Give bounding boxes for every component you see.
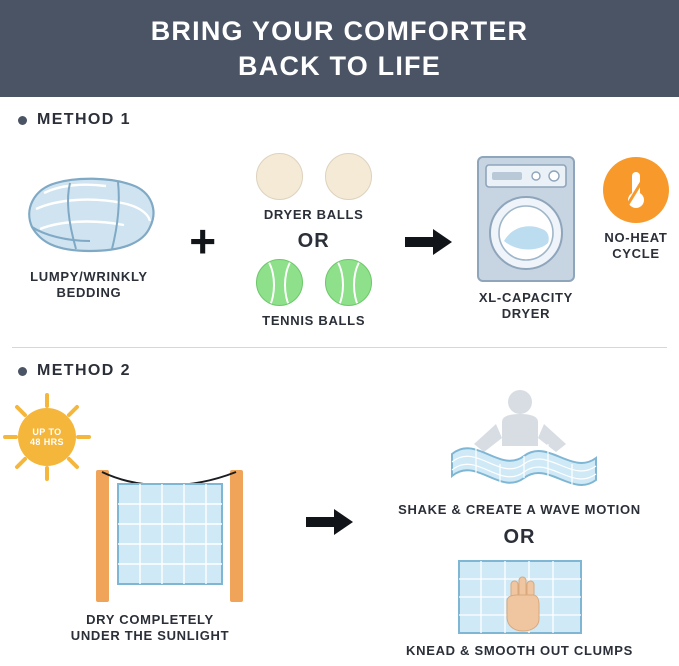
tennis-balls-caption: TENNIS BALLS [262,313,366,329]
no-heat-caption-line1: NO-HEAT [604,230,668,245]
plus-symbol-cell [178,135,228,267]
page-header [0,0,679,97]
page-title-line1: BRING YOUR COMFORTER [150,16,529,46]
method-2-label-row [0,348,679,380]
dryer-item [459,135,593,323]
method-2-label: METHOD 2 [37,362,131,379]
lumpy-bedding-caption-line1: LUMPY/WRINKLY [30,269,148,284]
method-2-section [0,348,679,660]
dry-sunlight-caption-line2: UNDER THE SUNLIGHT [70,628,230,644]
right-arrow-icon [306,508,354,536]
lumpy-bedding-caption [0,269,178,302]
tennis-balls-row [228,259,400,306]
dryer-balls-caption: DRYER BALLS [263,207,364,222]
lumpy-bedding-caption-line2: BEDDING [56,285,122,301]
dry-sunlight-caption [20,612,280,645]
knead-comforter-icon [455,557,585,637]
method-2-row [0,380,679,660]
dryer-balls-row [228,153,400,200]
dryer-caption-line2: DRYER [501,306,551,322]
tennis-ball-icon [256,259,303,306]
no-heat-badge [603,157,669,223]
method-1-arrow-cell [400,135,459,256]
sun-badge-line1: UP TO [32,426,62,437]
method-1-row [0,129,679,347]
shake-knead-group [360,384,679,660]
no-heat-item [593,135,679,263]
page-title-line2: BACK TO LIFE [238,50,441,81]
page-title [10,14,669,83]
method-1-section [0,97,679,347]
clothesline-icon [70,438,290,618]
dry-sunlight-caption-line1: DRY COMPLETELY [86,612,214,627]
dryer-icon [470,153,582,285]
shake-wave-icon [430,388,610,500]
tennis-ball-icon [325,259,372,306]
bullet-dot-icon [18,367,27,376]
shake-caption: SHAKE & CREATE A WAVE MOTION [398,502,641,517]
knead-caption: KNEAD & SMOOTH OUT CLUMPS [406,643,633,659]
method-2-arrow-cell [300,384,360,536]
dryer-ball-icon [256,153,303,200]
lumpy-bedding-item [0,135,178,302]
thermometer-icon [619,167,653,213]
method-1-label-row [0,97,679,129]
method-1-label: METHOD 1 [37,111,131,128]
method-2-or-label: OR [503,526,536,549]
comforter-icon [14,169,164,264]
sun-duration-badge [18,408,76,466]
dryer-caption-line1: XL-CAPACITY [478,290,574,305]
dryer-caption [459,290,593,323]
right-arrow-icon [405,228,453,256]
bullet-dot-icon [18,116,27,125]
method-1-or-label: OR [297,230,330,253]
balls-group [228,135,400,330]
dryer-ball-icon [325,153,372,200]
plus-icon: + [189,215,217,267]
no-heat-caption [593,230,679,263]
no-heat-caption-line2: CYCLE [612,246,660,262]
sun-badge-line2: 48 HRS [30,437,64,447]
hand-icon [507,577,539,631]
